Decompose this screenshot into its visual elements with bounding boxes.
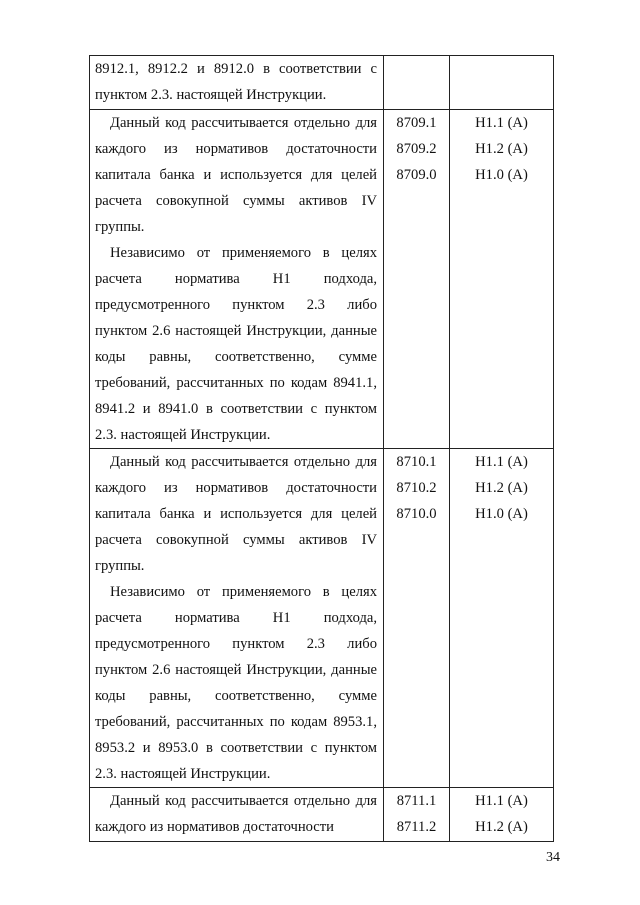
code-cell bbox=[384, 788, 450, 842]
description-paragraph: Независимо от применяемого в целях расчета норматива Н1 подхода, предусмотренного пунктом 2.3 либо пунктом 2.6 настоящей Инструкции, данные коды равны, соответственно, сумме требований, рассчитанных по кодам 8953.1, 8953.2 и 8953.0 в соответствии с пунктом 2.3. настоящей Инструкции. bbox=[95, 584, 377, 782]
code-value: 8709.1 bbox=[396, 115, 437, 131]
ratio-value: Н1.2 (А) bbox=[475, 480, 528, 496]
ratio-value: Н1.1 (А) bbox=[475, 115, 528, 131]
table-row bbox=[90, 56, 554, 110]
code-value: 8710.2 bbox=[396, 480, 437, 496]
page-number: 34 bbox=[546, 850, 560, 865]
code-value: 8711.2 bbox=[396, 819, 437, 835]
ratio-value: Н1.2 (А) bbox=[475, 141, 528, 157]
value-cell bbox=[450, 449, 554, 788]
code-value: 8711.1 bbox=[396, 793, 437, 809]
value-cell bbox=[450, 788, 554, 842]
code-cell bbox=[384, 56, 450, 110]
code-value: 8709.0 bbox=[396, 167, 437, 183]
table-row bbox=[90, 110, 554, 449]
table-row bbox=[90, 788, 554, 842]
ratio-value: Н1.0 (А) bbox=[475, 167, 528, 183]
ratio-value: Н1.1 (А) bbox=[475, 454, 528, 470]
code-cell bbox=[384, 110, 450, 449]
description-cell bbox=[90, 449, 384, 788]
description-paragraph: Данный код рассчитывается отдельно для каждого из нормативов достаточности bbox=[95, 793, 377, 835]
code-cell bbox=[384, 449, 450, 788]
code-value: 8710.1 bbox=[396, 454, 437, 470]
value-cell bbox=[450, 110, 554, 449]
description-cell bbox=[90, 110, 384, 449]
description-paragraph: Данный код рассчитывается отдельно для каждого из нормативов достаточности капитала банка и используется для целей расчета совокупной суммы активов IV группы. bbox=[95, 115, 377, 235]
value-cell bbox=[450, 56, 554, 110]
ratio-value: Н1.1 (А) bbox=[475, 793, 528, 809]
description-paragraph: 8912.1, 8912.2 и 8912.0 в соответствии с пунктом 2.3. настоящей Инструкции. bbox=[95, 61, 377, 103]
description-paragraph: Независимо от применяемого в целях расчета норматива Н1 подхода, предусмотренного пунктом 2.3 либо пунктом 2.6 настоящей Инструкции, данные коды равны, соответственно, сумме требований, рассчитанных по кодам 8941.1, 8941.2 и 8941.0 в соответствии с пунктом 2.3. настоящей Инструкции. bbox=[95, 245, 377, 443]
codes-table bbox=[89, 55, 554, 842]
code-value: 8710.0 bbox=[396, 506, 437, 522]
ratio-value: Н1.0 (А) bbox=[475, 506, 528, 522]
description-paragraph: Данный код рассчитывается отдельно для каждого из нормативов достаточности капитала банка и используется для целей расчета совокупной суммы активов IV группы. bbox=[95, 454, 377, 574]
description-cell bbox=[90, 788, 384, 842]
table-row bbox=[90, 449, 554, 788]
description-cell bbox=[90, 56, 384, 110]
code-value: 8709.2 bbox=[396, 141, 437, 157]
ratio-value: Н1.2 (А) bbox=[475, 819, 528, 835]
